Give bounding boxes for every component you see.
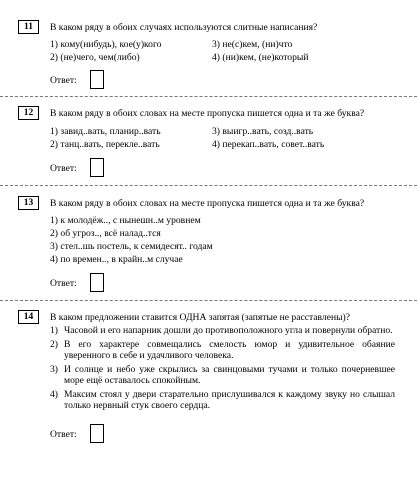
option-text: не(с)кем, (ни)что (222, 39, 293, 50)
option-text: завид..вать, планир..вать (60, 126, 161, 137)
option (50, 52, 140, 64)
answer-box[interactable] (90, 158, 104, 177)
option-text: стел..шь постель, к семидесят.. годам (60, 241, 213, 252)
option-text: танц..вать, перекле..вать (60, 139, 160, 150)
option-number: 3) (212, 39, 220, 50)
option-text: выигр..вать, созд..вать (222, 126, 314, 137)
option-number: 1) (50, 215, 58, 226)
option (50, 215, 201, 227)
option-text: (ни)кем, (не)который (222, 52, 309, 63)
option (50, 325, 395, 337)
answer-label: Ответ: (50, 163, 77, 174)
answer-box[interactable] (90, 273, 104, 292)
option-number: 1) (50, 126, 58, 137)
option-text: Максим стоял у двери старательно прислушивался к каждому звуку но слышал только нервный стук своего сердца. (64, 388, 395, 411)
task-number: 14 (18, 310, 39, 324)
option-number: 2) (50, 338, 58, 350)
option (50, 364, 395, 387)
option (50, 254, 183, 266)
divider (0, 96, 417, 97)
option (212, 52, 308, 64)
option-number: 2) (50, 52, 58, 63)
option (50, 228, 161, 240)
option (212, 139, 324, 151)
option (50, 139, 160, 151)
option-text: об угроз.., всё налад..тся (60, 228, 161, 239)
option-number: 1) (50, 325, 58, 336)
task-question: В каком ряду в обоих случаях используются слитные написания? (50, 22, 318, 33)
option-number: 2) (50, 228, 58, 239)
option-text: Часовой и его напарник дошли до противоположного угла и повернули обратно. (64, 325, 393, 336)
option-list (50, 325, 395, 414)
option-number: 1) (50, 39, 58, 50)
divider (0, 185, 417, 186)
task-number: 13 (18, 196, 39, 210)
option (212, 39, 292, 51)
option-text: кому(нибудь), кое(у)кого (60, 39, 162, 50)
answer-box[interactable] (90, 70, 104, 89)
option-text: к молодёж.., с нынешн..м уровнем (60, 215, 201, 226)
task-question: В каком ряду в обоих словах на месте пропуска пишется одна и та же буква? (50, 108, 365, 119)
option-number: 3) (212, 126, 220, 137)
option-number: 4) (212, 139, 220, 150)
option (50, 241, 213, 253)
option-text: И солнце и небо уже скрылись за свинцовыми тучами и только почерневшее море ещё оставалось спокойным. (64, 363, 395, 386)
option-number: 4) (50, 254, 58, 265)
option-number: 2) (50, 139, 58, 150)
task-question: В каком ряду в обоих словах на месте пропуска пишется одна и та же буква? (50, 198, 365, 209)
option-number: 4) (212, 52, 220, 63)
option (212, 126, 313, 138)
option-text: по времен.., в крайн..м случае (60, 254, 183, 265)
task-question: В каком предложении ставится ОДНА запятая (запятые не расставлены)? (50, 312, 351, 323)
option (50, 339, 395, 362)
task-number: 11 (18, 20, 39, 34)
option-number: 3) (50, 241, 58, 252)
answer-label: Ответ: (50, 429, 77, 440)
option-text: (не)чего, чем(либо) (60, 52, 140, 63)
answer-label: Ответ: (50, 75, 77, 86)
task-number: 12 (18, 106, 39, 120)
answer-label: Ответ: (50, 278, 77, 289)
divider (0, 300, 417, 301)
option (50, 39, 161, 51)
option (50, 389, 395, 412)
option (50, 126, 161, 138)
option-text: В его характере совмещались смелость юмор и удивительное обаяние уверенного в себе и удачливого человека. (64, 338, 395, 361)
option-number: 4) (50, 388, 58, 400)
option-text: перекап..вать, совет..вать (222, 139, 325, 150)
answer-box[interactable] (90, 424, 104, 443)
option-number: 3) (50, 363, 58, 375)
